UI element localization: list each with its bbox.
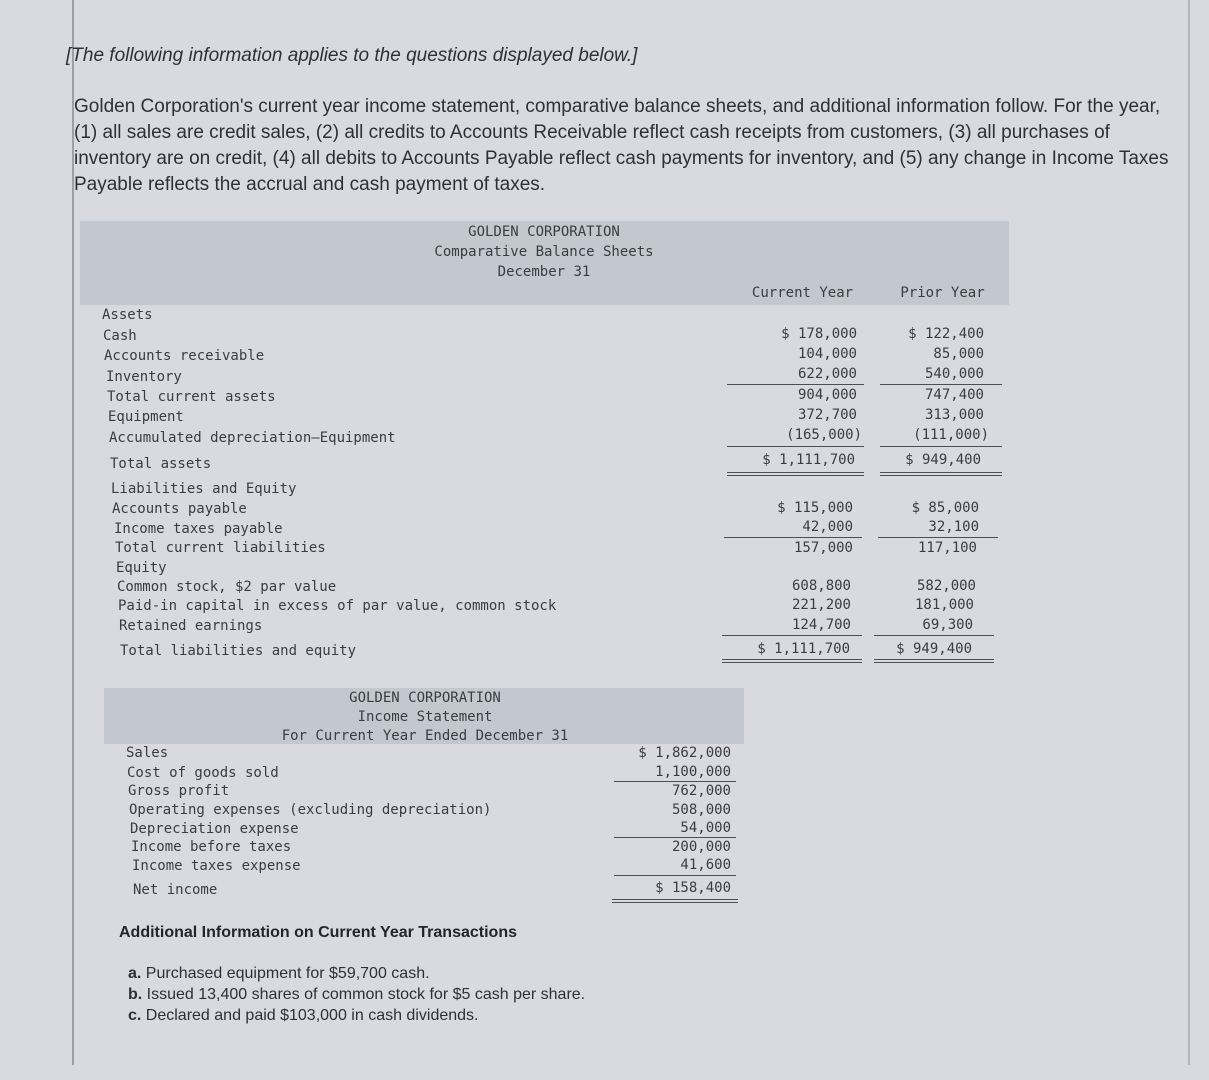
bs-prior-rule-1 [880, 384, 1002, 385]
bs-label-inventory: Inventory [106, 369, 182, 385]
bs-prior-retained-earnings: 69,300 [922, 617, 973, 633]
bs-label-equity: Equity [116, 560, 167, 576]
bs-prior-income-taxes-payable: 32,100 [928, 519, 979, 535]
bs-prior-common-stock: 582,000 [916, 578, 976, 594]
income-statement-subtitle: Income Statement [357, 709, 493, 725]
bs-prior-double-rule-d [874, 662, 994, 663]
bs-prior-double-rule-b [880, 475, 1002, 476]
bs-current-income-taxes-payable: 42,000 [802, 519, 853, 535]
item-text: Declared and paid $103,000 in cash dividends. [145, 1007, 479, 1024]
is-rule-3 [614, 875, 736, 876]
bs-prior-total-current-liabilities: 117,100 [917, 540, 977, 556]
is-value-depreciation-expense: 54,000 [680, 820, 731, 836]
intro-note: [The following information applies to the questions displayed below.] [66, 45, 638, 66]
item-marker: a. [128, 965, 142, 982]
bs-prior-rule-3 [878, 537, 998, 538]
bs-prior-paid-in-capital: 181,000 [914, 597, 974, 613]
page-right-border [1188, 0, 1190, 1065]
bs-current-cash: $ 178,000 [781, 326, 857, 342]
bs-current-double-rule-d [722, 662, 862, 663]
bs-label-total-liabilities-and-equity: Total liabilities and equity [120, 643, 357, 659]
bs-prior-rule-4 [874, 635, 994, 636]
bs-prior-accounts-receivable: 85,000 [933, 346, 984, 362]
column-header-prior-year: Prior Year [900, 285, 985, 301]
bs-current-common-stock: 608,800 [791, 578, 851, 594]
is-label-cost-of-goods-sold: Cost of goods sold [127, 765, 279, 781]
bs-current-accounts-receivable: 104,000 [797, 346, 857, 362]
is-rule-1 [614, 781, 736, 782]
bs-label-accounts-receivable: Accounts receivable [104, 348, 265, 364]
bs-prior-cash: $ 122,400 [908, 326, 984, 342]
bs-current-total-current-assets: 904,000 [797, 387, 857, 403]
intro-paragraph: Golden Corporation's current year income statement, comparative balance sheets, and additional information follow. For the year, (1) all sales are credit sales, (2) all credits to Accounts Receivable reflect cash receipts from customers, (3) all purchases of inventory are on credit, (4) all debits to Accounts Payable reflect cash payments for inventory, and (5) any change in Income Taxes Payable reflects the accrual and cash payment of taxes. [74, 96, 1169, 195]
additional-info-heading: Additional Information on Current Year Transactions [119, 924, 517, 941]
bs-prior-total-assets: $ 949,400 [905, 452, 981, 468]
is-double-rule-b [612, 902, 738, 903]
bs-prior-rule-2 [880, 446, 1002, 447]
bs-label-common-stock: Common stock, $2 par value [117, 579, 337, 595]
bs-label-liabilities-and-equity: Liabilities and Equity [111, 481, 297, 497]
bs-current-double-rule-c [722, 659, 862, 660]
bs-label-total-current-assets: Total current assets [107, 389, 276, 405]
is-label-operating-expenses: Operating expenses (excluding depreciation) [129, 802, 492, 818]
bs-current-total-assets: $ 1,111,700 [762, 452, 855, 468]
bs-current-accounts-payable: $ 115,000 [777, 500, 853, 516]
is-label-net-income: Net income [133, 882, 218, 898]
is-value-cost-of-goods-sold: 1,100,000 [655, 764, 731, 780]
bs-label-income-taxes-payable: Income taxes payable [114, 521, 283, 537]
is-label-depreciation-expense: Depreciation expense [130, 821, 299, 837]
item-text: Issued 13,400 shares of common stock for $5 cash per share. [146, 986, 586, 1003]
bs-prior-equipment: 313,000 [924, 407, 984, 423]
item-marker: b. [128, 986, 143, 1003]
bs-label-total-assets: Total assets [110, 456, 212, 472]
additional-info-item-b [128, 986, 585, 1004]
bs-current-rule-4 [722, 635, 862, 636]
is-label-gross-profit: Gross profit [128, 783, 230, 799]
bs-current-inventory: 622,000 [797, 366, 857, 382]
column-header-current-year: Current Year [751, 285, 854, 301]
is-label-sales: Sales [126, 745, 169, 761]
bs-current-rule-1 [727, 384, 864, 385]
is-value-operating-expenses: 508,000 [671, 802, 731, 818]
bs-current-paid-in-capital: 221,200 [791, 597, 851, 613]
balance-sheet-subtitle: Comparative Balance Sheets [434, 244, 654, 260]
bs-prior-total-liabilities-and-equity: $ 949,400 [896, 641, 972, 657]
bs-prior-accumulated-depreciation: (111,000) [913, 427, 989, 443]
is-label-income-taxes-expense: Income taxes expense [132, 858, 301, 874]
balance-sheet-date: December 31 [497, 264, 591, 280]
bs-current-total-current-liabilities: 157,000 [793, 540, 853, 556]
is-value-sales: $ 1,862,000 [638, 745, 731, 761]
is-value-income-before-taxes: 200,000 [671, 839, 731, 855]
bs-current-total-liabilities-and-equity: $ 1,111,700 [757, 641, 850, 657]
bs-label-accounts-payable: Accounts payable [112, 501, 247, 517]
bs-prior-total-current-assets: 747,400 [924, 387, 984, 403]
item-marker: c. [128, 1007, 142, 1024]
bs-prior-accounts-payable: $ 85,000 [911, 500, 979, 516]
bs-current-double-rule-b [727, 475, 864, 476]
bs-prior-double-rule-c [874, 659, 994, 660]
bs-label-assets: Assets [102, 307, 153, 323]
bs-prior-double-rule-a [880, 472, 1002, 473]
bs-label-total-current-liabilities: Total current liabilities [115, 540, 326, 556]
bs-current-rule-2 [727, 446, 864, 447]
bs-current-equipment: 372,700 [797, 407, 857, 423]
additional-info-item-c [128, 1007, 478, 1025]
bs-current-accumulated-depreciation: (165,000) [786, 427, 862, 443]
bs-label-paid-in-capital: Paid-in capital in excess of par value, common stock [118, 598, 557, 614]
item-text: Purchased equipment for $59,700 cash. [145, 965, 430, 982]
is-double-rule-a [612, 899, 738, 900]
bs-current-double-rule-a [727, 472, 864, 473]
is-value-net-income: $ 158,400 [655, 880, 731, 896]
income-statement-period: For Current Year Ended December 31 [281, 728, 569, 744]
balance-sheet-title: GOLDEN CORPORATION [468, 224, 620, 240]
is-value-income-taxes-expense: 41,600 [680, 857, 731, 873]
bs-label-cash: Cash [103, 328, 137, 344]
bs-label-equipment: Equipment [108, 409, 184, 425]
is-value-gross-profit: 762,000 [671, 783, 731, 799]
bs-prior-inventory: 540,000 [924, 366, 984, 382]
income-statement-title: GOLDEN CORPORATION [349, 690, 501, 706]
is-rule-2 [614, 837, 736, 838]
additional-info-item-a [128, 965, 430, 983]
bs-label-retained-earnings: Retained earnings [119, 618, 263, 634]
is-label-income-before-taxes: Income before taxes [131, 839, 292, 855]
bs-current-retained-earnings: 124,700 [791, 617, 851, 633]
bs-label-accumulated-depreciation: Accumulated depreciation—Equipment [109, 430, 396, 446]
bs-current-rule-3 [724, 537, 862, 538]
